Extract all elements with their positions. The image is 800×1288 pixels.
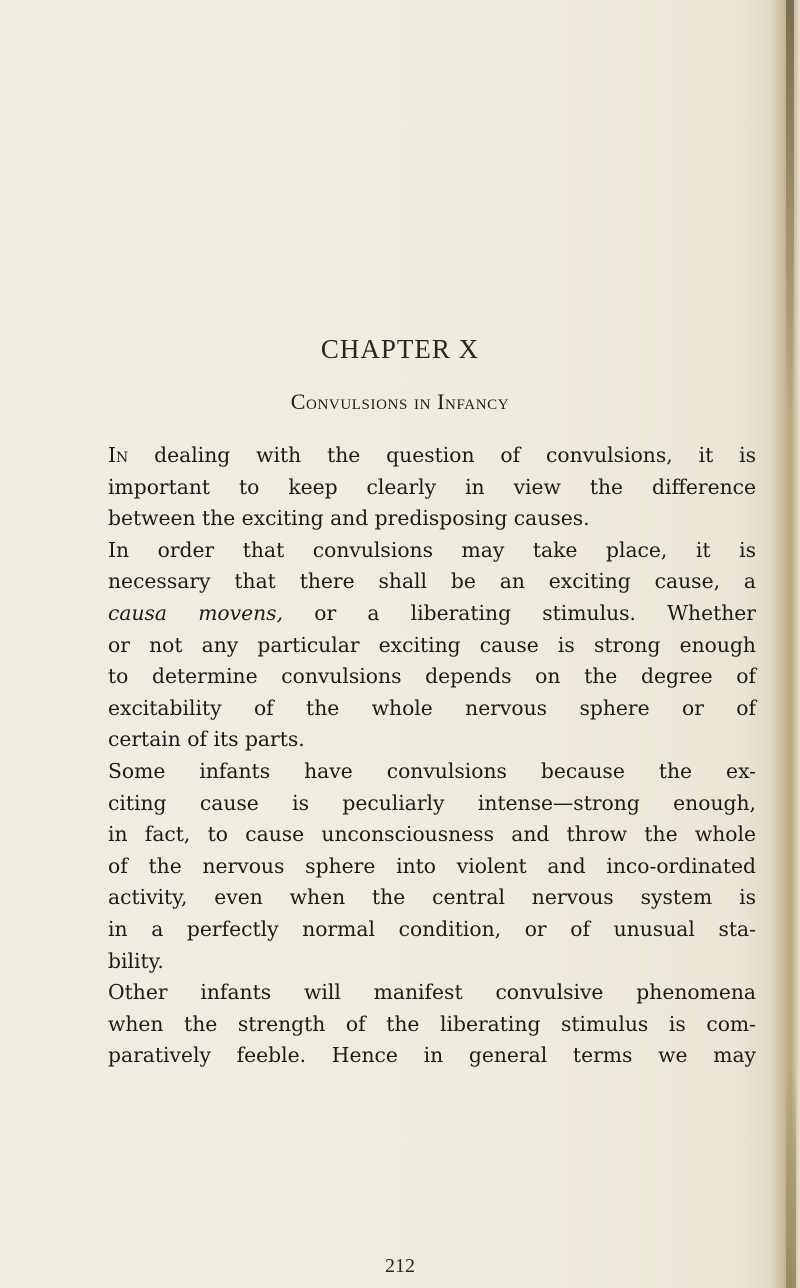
italic-phrase: causa movens, bbox=[108, 600, 284, 625]
text-line: In order that convulsions may take place, it is bbox=[108, 537, 756, 562]
text-line: In dealing with the question of convulsions, it is bbox=[108, 443, 756, 467]
text-line: of the nervous sphere into violent and inco-ordinated bbox=[108, 853, 756, 878]
body-text bbox=[108, 440, 756, 1072]
text-line: Some infants have convulsions because the ex- bbox=[108, 758, 756, 783]
text-line: when the strength of the liberating stimulus is com- bbox=[108, 1011, 756, 1036]
text-line: in fact, to cause unconsciousness and throw the whole bbox=[108, 822, 756, 847]
text-line: or not any particular exciting cause is strong enough bbox=[108, 632, 756, 657]
drop-word: In bbox=[108, 443, 129, 467]
text-line: causa movens, or a liberating stimulus. Whether bbox=[108, 600, 756, 625]
chapter-heading: CHAPTER X bbox=[320, 334, 480, 364]
page-number: 212 bbox=[385, 1255, 415, 1277]
text-line: necessary that there shall be an exciting cause, a bbox=[108, 569, 756, 594]
text-line: activity, even when the central nervous system is bbox=[108, 885, 756, 910]
paragraph-2 bbox=[108, 535, 756, 756]
text-line: Other infants will manifest convulsive phenomena bbox=[108, 980, 756, 1005]
text-line: certain of its parts. bbox=[108, 727, 305, 752]
paragraph-1 bbox=[108, 440, 756, 535]
paragraph-4 bbox=[108, 977, 756, 1072]
text-line: in a perfectly normal condition, or of unusual sta- bbox=[108, 916, 756, 941]
text-line: paratively feeble. Hence in general terms we may bbox=[108, 1043, 756, 1068]
page-edge-stain-bottom bbox=[786, 1060, 796, 1288]
paragraph-3 bbox=[108, 756, 756, 977]
text-line: important to keep clearly in view the difference bbox=[108, 474, 756, 499]
text-line: bility. bbox=[108, 948, 164, 973]
text-line: to determine convulsions depends on the degree of bbox=[108, 664, 756, 689]
text-line: between the exciting and predisposing causes. bbox=[108, 506, 590, 531]
chapter-title: Convulsions in Infancy bbox=[290, 389, 510, 414]
text-line: citing cause is peculiarly intense—strong enough, bbox=[108, 790, 756, 815]
text-line: excitability of the whole nervous sphere or of bbox=[108, 695, 756, 720]
